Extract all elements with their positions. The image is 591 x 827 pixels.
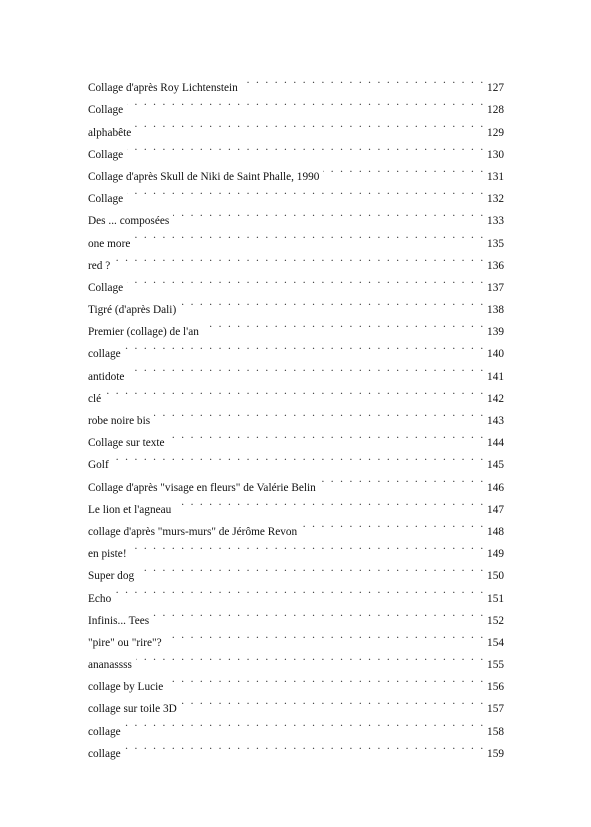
dot-leader: [203, 313, 485, 335]
dot-leader: [136, 646, 485, 668]
toc-entry-title: antidote: [88, 370, 125, 383]
toc-entry-page: 139: [487, 326, 504, 339]
toc-entry: [88, 91, 504, 117]
toc-entry-title: collage sur toile 3D: [88, 703, 177, 716]
toc-entry-page: 129: [487, 126, 504, 139]
dot-leader: [153, 602, 485, 624]
dot-leader: [154, 402, 485, 424]
dot-leader: [134, 224, 485, 246]
dot-leader: [320, 468, 485, 490]
toc-entry: [88, 136, 504, 161]
toc-entry-page: 132: [487, 193, 504, 206]
dot-leader: [105, 380, 485, 402]
toc-entry-page: 159: [487, 747, 504, 760]
toc-entry-title: Super dog: [88, 570, 135, 583]
toc-entry-title: Collage: [88, 104, 124, 117]
dot-leader: [131, 535, 485, 557]
toc-entry-title: collage d'après "murs-murs" de Jérôme Revon: [88, 525, 298, 538]
toc-entry-title: Des ... composées: [88, 215, 170, 228]
toc-entry-title: collage by Lucie: [88, 681, 164, 694]
toc-entry-title: en piste!: [88, 548, 127, 561]
toc-entry-title: Tigré (d'après Dali): [88, 304, 177, 317]
toc-entry-page: 135: [487, 237, 504, 250]
toc-entry-page: 143: [487, 415, 504, 427]
toc-entry-page: 149: [487, 548, 504, 561]
dot-leader: [175, 491, 485, 513]
toc-entry: [88, 646, 504, 672]
toc-entry-page: 158: [487, 725, 504, 738]
toc-entry: [88, 357, 504, 383]
toc-entry-title: "pire" ou "rire"?: [88, 636, 162, 649]
dot-leader: [135, 113, 485, 135]
toc-entry-page: 145: [487, 459, 504, 472]
toc-entry: [88, 247, 504, 272]
toc-entry: [88, 380, 504, 405]
toc-entry-title: Golf: [88, 459, 109, 472]
toc-entry-page: 133: [487, 215, 504, 228]
dot-leader: [301, 513, 485, 535]
toc-entry-page: 140: [487, 348, 504, 361]
toc-entry-page: 127: [487, 82, 504, 95]
dot-leader: [113, 446, 485, 468]
toc-entry-page: 155: [487, 659, 504, 672]
toc-entry-page: 128: [487, 104, 504, 117]
toc-entry-page: 144: [487, 437, 504, 450]
dot-leader: [125, 735, 485, 757]
table-of-contents: [88, 69, 504, 760]
toc-entry: [88, 224, 504, 250]
toc-entry-page: 136: [487, 259, 504, 272]
dot-leader: [323, 158, 485, 180]
toc-entry: [88, 69, 504, 95]
dot-leader: [173, 202, 485, 224]
toc-entry: [88, 535, 504, 561]
toc-entry-page: 150: [487, 570, 504, 583]
toc-entry: [88, 602, 504, 627]
toc-entry-page: 151: [487, 592, 504, 605]
toc-entry-page: 152: [487, 614, 504, 627]
dot-leader: [127, 269, 485, 291]
toc-entry-page: 156: [487, 681, 504, 694]
toc-entry-title: collage: [88, 747, 121, 760]
toc-entry: [88, 468, 504, 494]
toc-entry: [88, 158, 504, 183]
toc-entry-page: 146: [487, 481, 504, 494]
dot-leader: [127, 91, 485, 113]
toc-entry-page: 131: [487, 170, 504, 183]
dot-leader: [127, 180, 485, 202]
toc-entry-title: alphabête: [88, 126, 132, 139]
dot-leader: [180, 291, 485, 313]
toc-entry-title: Collage: [88, 193, 124, 206]
dot-leader: [138, 557, 485, 579]
toc-entry-page: 130: [487, 148, 504, 161]
toc-entry-title: Collage d'après Skull de Niki de Saint Phalle, 1990: [88, 170, 320, 183]
toc-entry-title: Collage sur texte: [88, 437, 165, 450]
toc-entry-page: 147: [487, 503, 504, 516]
toc-entry: [88, 335, 504, 361]
toc-entry-title: Infinis... Tees: [88, 614, 150, 627]
toc-entry: [88, 113, 504, 139]
toc-entry: [88, 579, 504, 605]
toc-entry: [88, 735, 504, 760]
toc-entry-page: 142: [487, 392, 504, 405]
toc-entry-title: Le lion et l'agneau: [88, 503, 172, 516]
toc-entry-page: 137: [487, 281, 504, 294]
toc-entry: [88, 202, 504, 228]
toc-entry-title: Collage: [88, 148, 124, 161]
dot-leader: [127, 136, 485, 158]
dot-leader: [115, 579, 485, 601]
dot-leader: [125, 712, 485, 734]
toc-entry: [88, 557, 504, 583]
toc-entry-title: robe noire bis: [88, 415, 151, 427]
toc-entry-title: collage: [88, 725, 121, 738]
toc-entry: [88, 269, 504, 294]
toc-entry-page: 138: [487, 304, 504, 317]
toc-entry-title: one more: [88, 237, 131, 250]
toc-entry-title: clé: [88, 392, 102, 405]
dot-leader: [242, 69, 485, 91]
toc-entry: [88, 712, 504, 738]
dot-leader: [169, 424, 486, 446]
toc-entry-title: collage: [88, 348, 121, 361]
toc-entry: [88, 402, 504, 427]
dot-leader: [128, 357, 485, 379]
toc-entry-title: Echo: [88, 592, 112, 605]
dot-leader: [166, 624, 485, 646]
dot-leader: [167, 668, 485, 690]
toc-entry-title: ananassss: [88, 659, 132, 672]
dot-leader: [114, 247, 485, 269]
toc-entry: [88, 291, 504, 317]
toc-entry-page: 157: [487, 703, 504, 716]
dot-leader: [125, 335, 485, 357]
toc-entry-title: Collage d'après Roy Lichtenstein: [88, 82, 238, 95]
toc-entry: [88, 446, 504, 472]
toc-entry-page: 141: [487, 370, 504, 383]
toc-entry-title: Collage d'après "visage en fleurs" de Valérie Belin: [88, 481, 316, 494]
toc-entry: [88, 180, 504, 206]
toc-entry-title: Premier (collage) de l'an: [88, 326, 199, 339]
dot-leader: [181, 690, 485, 712]
toc-entry-page: 154: [487, 636, 504, 649]
toc-entry-title: Collage: [88, 281, 124, 294]
toc-entry: [88, 668, 504, 694]
toc-entry-title: red ?: [88, 259, 111, 272]
toc-entry-page: 148: [487, 525, 504, 538]
